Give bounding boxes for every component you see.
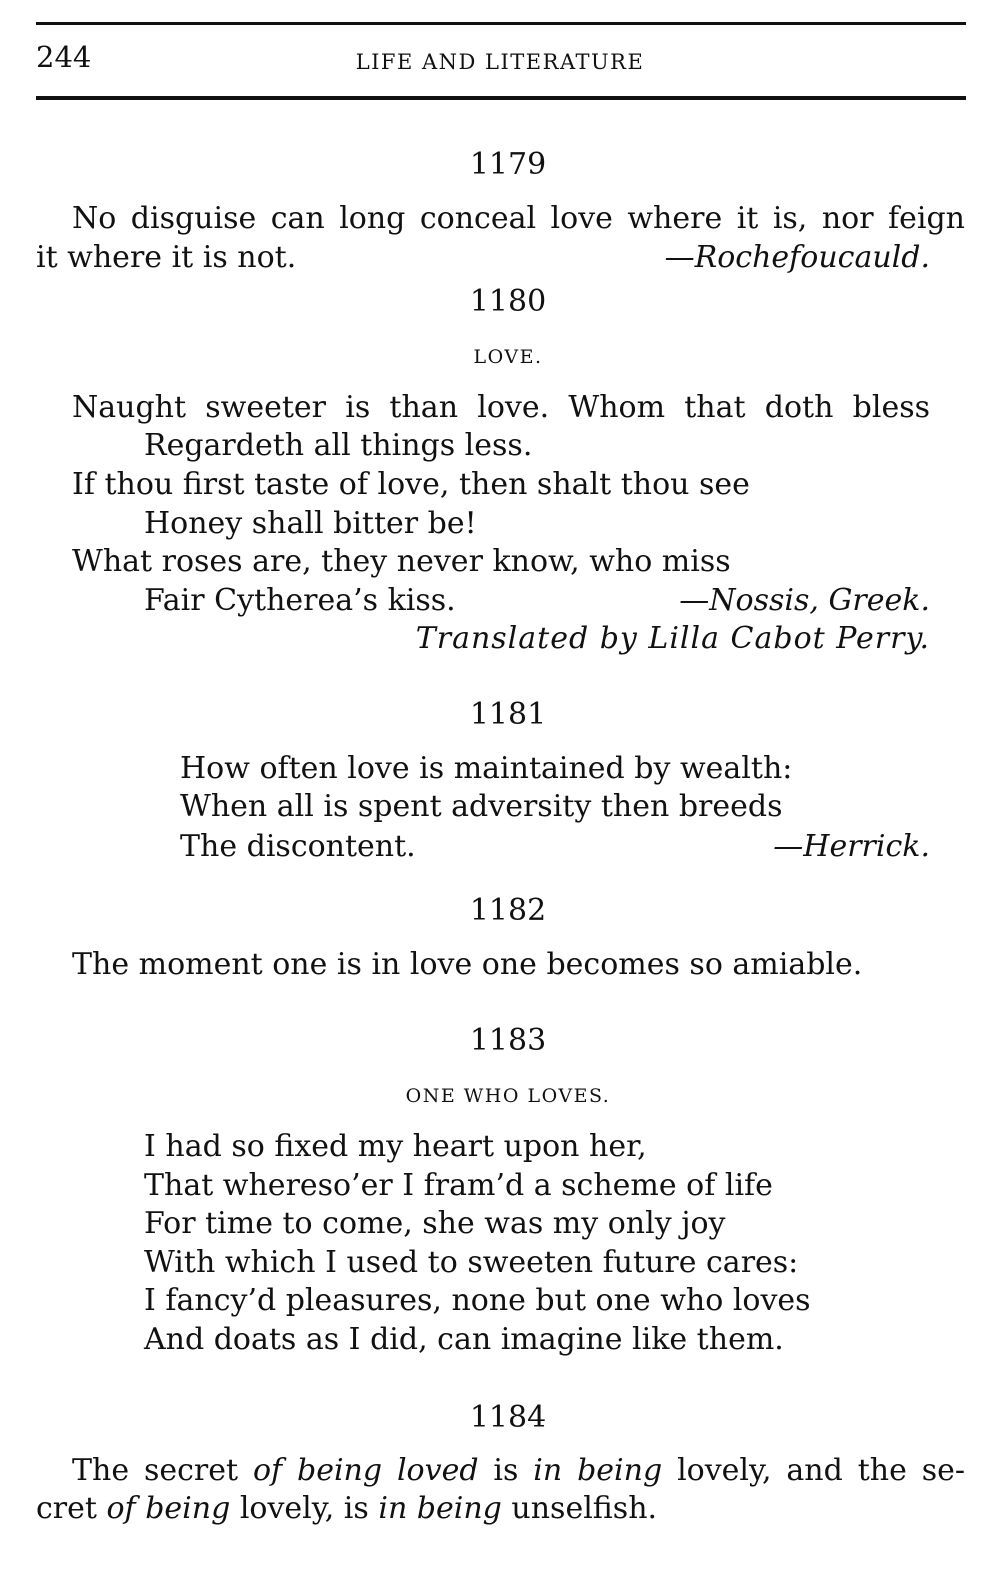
emphasis-segment: in being [378, 1491, 502, 1526]
entry-number: 1184 [469, 1400, 547, 1435]
quote-line: The moment one is in love one becomes so amiable. [72, 947, 863, 982]
entry-number: 1182 [469, 893, 547, 928]
poem-line: I fancy’d pleasures, none but one who loves [144, 1283, 811, 1318]
emphasis-segment: in being [533, 1453, 663, 1488]
attribution: —Nossis, Greek. [679, 583, 930, 618]
text-segment: cret [36, 1491, 107, 1526]
text-segment: unselfish. [501, 1491, 658, 1526]
poem-line: What roses are, they never know, who miss [72, 544, 731, 579]
text-segment: lovely, and the se- [662, 1453, 965, 1488]
entry-number: 1181 [469, 697, 547, 732]
poem-line: When all is spent adversity then breeds [180, 789, 783, 824]
entry-number: 1183 [469, 1023, 547, 1058]
header-rule-bottom [36, 96, 966, 100]
attribution: —Herrick. [773, 829, 930, 864]
quote-line [72, 1452, 965, 1490]
quote-line: No disguise can long conceal love where it is, nor feign [72, 201, 965, 236]
page-number: 244 [36, 40, 92, 74]
header-rule-top [36, 22, 966, 25]
entry-number: 1180 [469, 284, 547, 319]
poem-title: ONE WHO LOVES. [405, 1085, 611, 1107]
poem-line: If thou first taste of love, then shalt thou see [72, 467, 750, 502]
text-segment: lovely, is [230, 1491, 379, 1526]
poem-line: That whereso’er I fram’d a scheme of life [144, 1168, 773, 1203]
emphasis-segment: of being [106, 1491, 231, 1526]
entry-number: 1179 [469, 147, 547, 182]
poem-line: Regardeth all things less. [144, 428, 533, 463]
emphasis-segment: of being loved [252, 1453, 479, 1488]
poem-line: The discontent. [180, 829, 416, 864]
poem-line: For time to come, she was my only joy [144, 1206, 726, 1241]
quote-line: it where it is not. [36, 240, 297, 275]
text-segment: is [478, 1453, 534, 1488]
poem-line: Honey shall bitter be! [144, 506, 477, 541]
quote-line [36, 1490, 657, 1528]
attribution: —Rochefoucauld. [664, 240, 930, 275]
poem-line: Fair Cytherea’s kiss. [144, 583, 456, 618]
running-title: LIFE AND LITERATURE [355, 50, 645, 74]
poem-line: I had so fixed my heart upon her, [144, 1129, 647, 1164]
translator-credit: Translated by Lilla Cabot Perry. [415, 621, 930, 656]
poem-line: With which I used to sweeten future cares: [144, 1245, 799, 1280]
poem-title: LOVE. [473, 346, 543, 368]
poem-line: Naught sweeter is than love. Whom that doth bless [72, 390, 930, 425]
poem-line: How often love is maintained by wealth: [180, 751, 793, 786]
text-segment: The secret [72, 1453, 253, 1488]
poem-line: And doats as I did, can imagine like them. [144, 1322, 784, 1357]
